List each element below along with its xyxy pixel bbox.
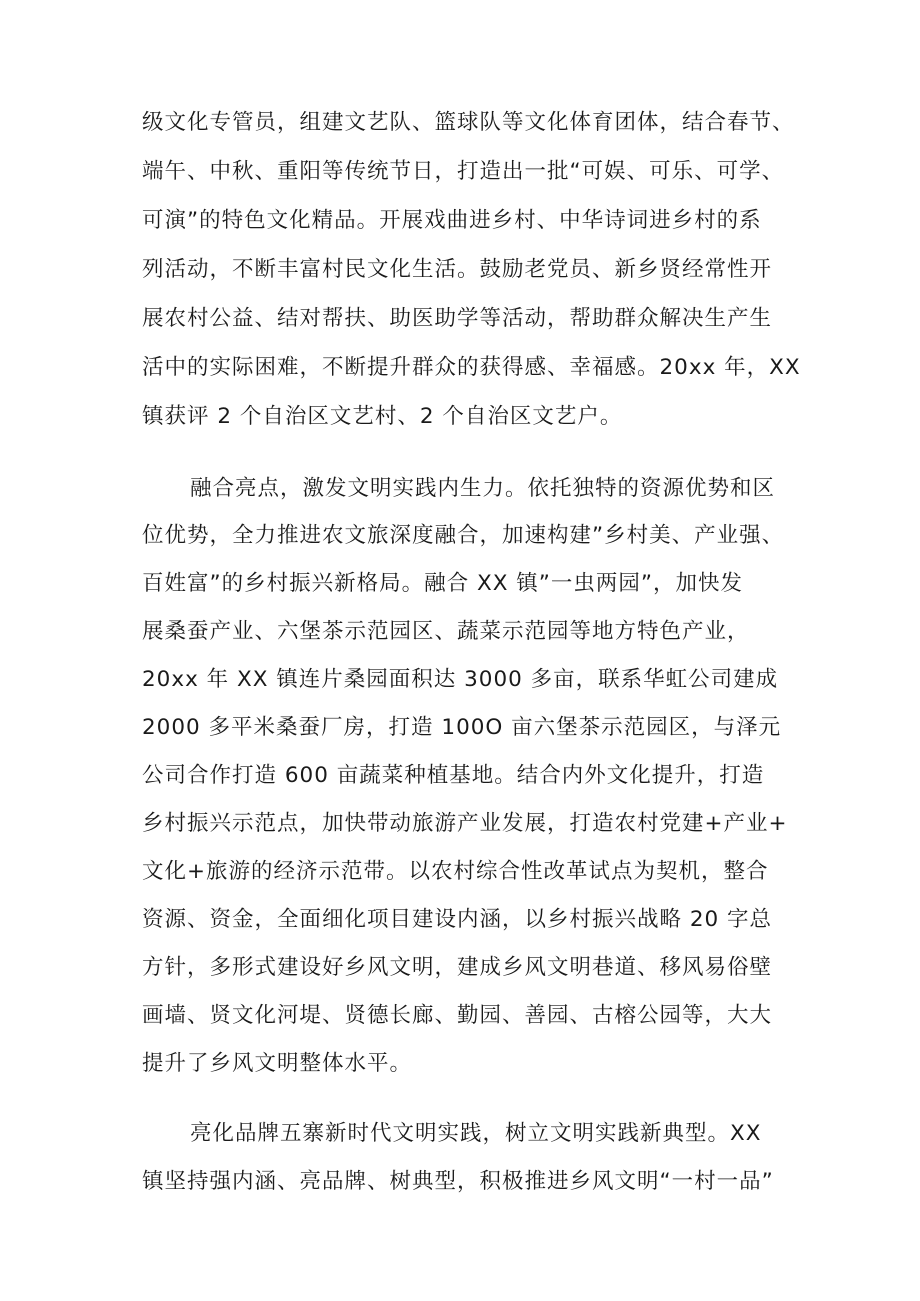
text-line: 2000 多平米桑蚕厂房，打造 100O 亩六堡茶示范园区，与泽元 [142,715,782,740]
text-line: 展农村公益、结对帮扶、助医助学等活动，帮助群众解决生产生 [142,306,773,331]
text-line: 活中的实际困难，不断提升群众的获得感、幸福感。20xx 年，XX [142,355,801,380]
text-line: 端午、中秋、重阳等传统节日，打造出一批“可娱、可乐、可学、 [142,159,785,184]
text-line: 方针，多形式建设好乡风文明，建成乡风文明巷道、移风易俗壁 [142,955,773,980]
text-line: 位优势，全力推进农文旅深度融合，加速构建”乡村美、产业强、 [142,523,785,548]
text-line: 亮化品牌五寨新时代文明实践，树立文明实践新典型。XX [190,1121,762,1146]
text-line: 展桑蚕产业、六堡茶示范园区、蔬菜示范园等地方特色产业， [142,619,750,644]
text-line: 可演”的特色文化精品。开展戏曲进乡村、中华诗词进乡村的系 [142,208,762,233]
text-line: 20xx 年 XX 镇连片桑园面积达 3000 多亩，联系华虹公司建成 [142,667,779,692]
text-line: 融合亮点，激发文明实践内生力。依托独特的资源优势和区 [190,476,776,501]
text-line: 镇坚持强内涵、亮品牌、树典型，积极推进乡风文明“一村一品” [142,1169,774,1194]
text-line: 画墙、贤文化河堤、贤德长廊、勤园、善园、古榕公园等，大大 [142,1003,773,1028]
text-line: 提升了乡风文明整体水平。 [142,1051,413,1076]
text-line: 资源、资金，全面细化项目建设内涵，以乡村振兴战略 20 字总 [142,907,773,932]
text-line: 公司合作打造 600 亩蔬菜种植基地。结合内外文化提升，打造 [142,763,765,788]
text-line: 乡村振兴示范点，加快带动旅游产业发展，打造农村党建+产业+ [142,811,788,836]
text-line: 列活动，不断丰富村民文化生活。鼓励老党员、新乡贤经常性开 [142,257,773,282]
text-line: 镇获评 2 个自治区文艺村、2 个自治区文艺户。 [142,404,623,429]
text-line: 级文化专管员，组建文艺队、篮球队等文化体育团体，结合春节、 [142,110,795,135]
text-line: 文化+旅游的经济示范带。以农村综合性改革试点为契机，整合 [142,859,769,884]
text-line: 百姓富”的乡村振兴新格局。融合 XX 镇”一虫两园”，加快发 [142,571,744,596]
